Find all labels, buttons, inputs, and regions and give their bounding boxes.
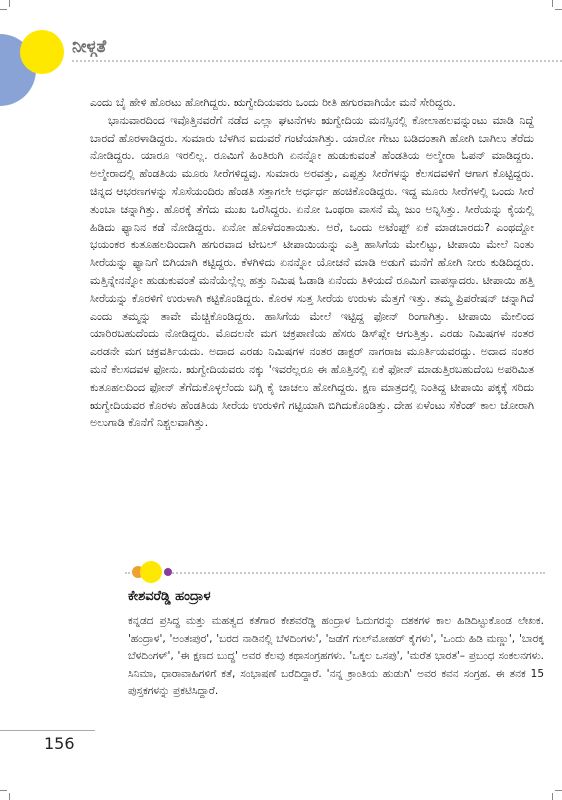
story-body (90, 94, 534, 432)
header-divider (72, 60, 562, 62)
crop-mark (0, 9, 7, 10)
page-number-rule (0, 730, 95, 731)
crop-mark (552, 793, 553, 800)
divider-dot-yellow (140, 561, 162, 583)
divider-dot-purple (164, 568, 172, 576)
section-divider (125, 572, 545, 574)
crop-mark (555, 790, 562, 791)
crop-mark (552, 0, 553, 7)
page-number: 156 (44, 734, 75, 753)
author-bio: ಕನ್ನಡದ ಪ್ರಸಿದ್ಧ ಮತ್ತು ಮಹತ್ವದ ಕತೆಗಾರ ಕೇಶವರೆಡ್ಡಿ ಹಂದ್ರಾಳ ಓದುಗರನ್ನು ದಶಕಗಳ ಕಾಲ ಹಿಡಿದಿಟ್ಟುಕೊಂಡ ಲೇಖಕ. 'ಹಂದ್ರಾಳ', 'ಅಂತಃಪುರ', 'ಬರದ ನಾಡಿನಲ್ಲಿ ಬೆಳದಿಂಗಳು', 'ಜಡೆಗೆ ಗುಲ್‌ಮೋಹರ್ ಕೈಗಳು', 'ಒಂದು ಹಿಡಿ ಮಣ್ಣು', 'ಬಾರಕ್ಕ ಬೆಳದಿಂಗಳ್', 'ಈ ಕ್ಷಣದ ಬುದ್ಧ' ಅವರ ಕೆಲವು ಕಥಾಸಂಗ್ರಹಗಳು. 'ಒಕ್ಕಲ ಒಸಪು', 'ಮರೆತ ಭಾರತ'– ಪ್ರಬಂಧ ಸಂಕಲನಗಳು. ಸಿನಿಮಾ, ಧಾರಾವಾಹಿಗಳಿಗೆ ಕತೆ, ಸಂಭಾಷಣೆ ಬರೆದಿದ್ದಾರೆ. 'ನನ್ನ ಕ್ರಾಂತಿಯ ಹುಡುಗಿ' ಅವರ ಕವನ ಸಂಗ್ರಹ. ಈ ತನಕ 15 ಪುಸ್ತಕಗಳನ್ನು ಪ್ರಕಟಿಸಿದ್ದಾರೆ. (128, 615, 544, 697)
section-title: ನೀಳ್ಗತೆ (72, 37, 107, 57)
story-paragraph: ಎಂದು ಬೈ ಹೇಳಿ ಹೊರಟು ಹೋಗಿದ್ದರು. ಋಗ್ವೇದಿಯವರು ಒಂದು ರೀತಿ ಹಗುರವಾಗಿಯೇ ಮನೆ ಸೇರಿದ್ದರು. (90, 96, 456, 109)
crop-mark (9, 0, 10, 7)
crop-mark (555, 9, 562, 10)
crop-mark (0, 790, 7, 791)
crop-mark (9, 793, 10, 800)
author-name: ಕೇಶವರೆಡ್ಡಿ ಹಂದ್ರಾಳ (128, 589, 211, 604)
header-decoration-yellow (20, 30, 64, 74)
story-paragraph: ಭಾನುವಾರದಿಂದ ಇವೊತ್ತಿನವರೆಗೆ ನಡೆದ ಎಲ್ಲಾ ಘಟನೆಗಳು ಋಗ್ವೇದಿಯ ಮನಸ್ಸಿನಲ್ಲಿ ಕೋಲಾಹಲವನ್ನುಂಟು ಮಾಡಿ ನಿದ್ದೆ ಬಾರದೆ ಹೊರಳಾಡಿದ್ದರು. ಸುಮಾರು ಬೆಳಗಿನ ಐದುವರೆ ಗಂಟೆಯಾಗಿತ್ತು. ಯಾರೋ ಗೇಟು ಬಡಿದಂತಾಗಿ ಹೋಗಿ ಬಾಗಿಲು ತೆರೆದು ನೋಡಿದ್ದರು. ಯಾರೂ ಇರಲಿಲ್ಲ. ರೂಮಿಗೆ ಹಿಂತಿರುಗಿ ಏನನ್ನೋ ಹುಡುಕುವಂತೆ ಹೆಂಡತಿಯ ಅಲ್ಮೇರಾ ಓಪನ್ ಮಾಡಿದ್ದರು. ಅಲ್ಮೇರಾದಲ್ಲಿ ಹೆಂಡತಿಯ ಮೂರು ಸೀರೆಗಳಿದ್ದವು. ಸುಮಾರು ಅರವತ್ತು, ಎಪ್ಪತ್ತು ಸೀರೆಗಳನ್ನು ಕೆಲಸದವಳಿಗೆ ಆಗಾಗ ಕೊಟ್ಟಿದ್ದರು. ಚಿನ್ನದ ಆಭರಣಗಳನ್ನು ಸೊಸೆಯಂದಿರು ಹೆಂಡತಿ ಸತ್ತಾಗಲೇ ಅರ್ಧರ್ಧ ಹಂಚಿಕೊಂಡಿದ್ದರು. ಇದ್ದ ಮೂರು ಸೀರೆಗಳಲ್ಲಿ ಒಂದು ಸೀರೆ ತುಂಬಾ ಚನ್ನಾಗಿತ್ತು. ಹೊರಕ್ಕೆ ತೆಗೆದು ಮುಖ ಒರೆಸಿದ್ದರು. ಏನೋ ಒಂಥರಾ ವಾಸನೆ ಮೈ ಜುಂ ಅನ್ನಿಸಿತ್ತು. ಸೀರೆಯನ್ನು ಕೈಯಲ್ಲಿ ಹಿಡಿದು ಫ್ಯಾನಿನ ಕಡೆ ನೋಡಿದ್ದರು. ಏನೋ ಹೊಳೆದಂತಾಯಿತು. ಅರೆ, ಒಂದು ಅಟೆಂಪ್ಟ್ ಏಕೆ ಮಾಡಬಾರದು? ಎಂಥದ್ದೋ ಭಯಂಕರ ಕುತೂಹಲದಿಂದಾಗಿ ಹಗುರವಾದ ಟೇಬಲ್ ಟೀಪಾಯಿಯನ್ನು ಎತ್ತಿ ಹಾಸಿಗೆಯ ಮೇಲಿಟ್ಟು, ಟೀಪಾಯಿ ಮೇಲೆ ನಿಂತು ಸೀರೆಯನ್ನು ಫ್ಯಾನಿಗೆ ಬಿಗಿಯಾಗಿ ಕಟ್ಟಿದ್ದರು. ಕೆಳಗಿಳಿದು ಏನನ್ನೋ ಯೋಚನೆ ಮಾಡಿ ಅಡುಗೆ ಮನೆಗೆ ಹೋಗಿ ನೀರು ಕುಡಿದಿದ್ದರು. ಮತ್ತಿನ್ನೇನನ್ನೋ ಹುಡುಕುವಂತೆ ಮನೆಯೆಲ್ಲೆಲ್ಲ ಹತ್ತು ನಿಮಿಷ ಓಡಾಡಿ ಏನೆಂದು ತಿಳಿಯದೆ ರೂಮಿಗೆ ವಾಪಸ್ಸಾದರು. ಟೀಪಾಯಿ ಹತ್ತಿ ಸೀರೆಯನ್ನು ಕೊರಳಿಗೆ ಉರುಳಾಗಿ ಕಟ್ಟಿಕೊಂಡಿದ್ದರು. ಕೊರಳ ಸುತ್ತ ಸೀರೆಯ ಉರುಳು ಮೆತ್ತಗೆ ಇತ್ತು. ತಮ್ಮ ಪ್ರಿಪರೇಷನ್ ಚನ್ನಾಗಿದೆ ಎಂದು ತಮ್ಮನ್ನು ತಾವೇ ಮೆಚ್ಚಿಕೊಂಡಿದ್ದರು. ಹಾಸಿಗೆಯ ಮೇಲೆ ಇಟ್ಟಿದ್ದ ಫೋನ್ ರಿಂಗಾಗಿತ್ತು. ಟೀಪಾಯಿ ಮೇಲಿಂದ ಯಾರಿರಬಹುದೆಂದು ನೋಡಿದ್ದರು. ಮೊದಲನೇ ಮಗ ಚಕ್ರಪಾಣಿಯ ಹೆಸರು ಡಿಸ್‌ಪ್ಲೇ ಆಗುತ್ತಿತ್ತು. ಎರಡು ನಿಮಿಷಗಳ ನಂತರ ಎರಡನೇ ಮಗ ಚಕ್ರವರ್ತಿಯದು. ಅದಾದ ಎರಡು ನಿಮಿಷಗಳ ನಂತರ ಡಾಕ್ಟರ್ ನಾಗರಾಜ ಮೂರ್ತಿಯವರದ್ದು. ಅದಾದ ನಂತರ ಮನೆ ಕೆಲಸದವಳ ಫೋನು. ಋಗ್ವೇದಿಯವರು ನಕ್ಕು 'ಇವರೆಲ್ಲರೂ ಈ ಹೊತ್ತಿನಲ್ಲಿ ಏಕೆ ಫೋನ್ ಮಾಡುತ್ತಿರಬಹುದೆಂಬ ಅಪರಿಮಿತ ಕುತೂಹಲದಿಂದ ಫೋನ್ ತೆಗೆದುಕೊಳ್ಳಲೆಂದು ಬಗ್ಗಿ ಕೈ ಚಾಚಲು ಹೋಗಿದ್ದರು. ಕ್ಷಣ ಮಾತ್ರದಲ್ಲಿ ನಿಂತಿದ್ದ ಟೀಪಾಯಿ ಪಕ್ಕಕ್ಕೆ ಸರಿದು ಋಗ್ವೇದಿಯವರ ಕೊರಳು ಹೆಂಡತಿಯ ಸೀರೆಯ ಉರುಳಿಗೆ ಗಟ್ಟಿಯಾಗಿ ಬಿಗಿದುಕೊಂಡಿತ್ತು. ದೇಹ ಏಳೆಂಟು ಸೆಕೆಂಡ್ ಕಾಲ ಜೋರಾಗಿ ಅಲುಗಾಡಿ ಕೊನೆಗೆ ನಿಶ್ಚಲವಾಗಿತ್ತು. (90, 113, 534, 430)
